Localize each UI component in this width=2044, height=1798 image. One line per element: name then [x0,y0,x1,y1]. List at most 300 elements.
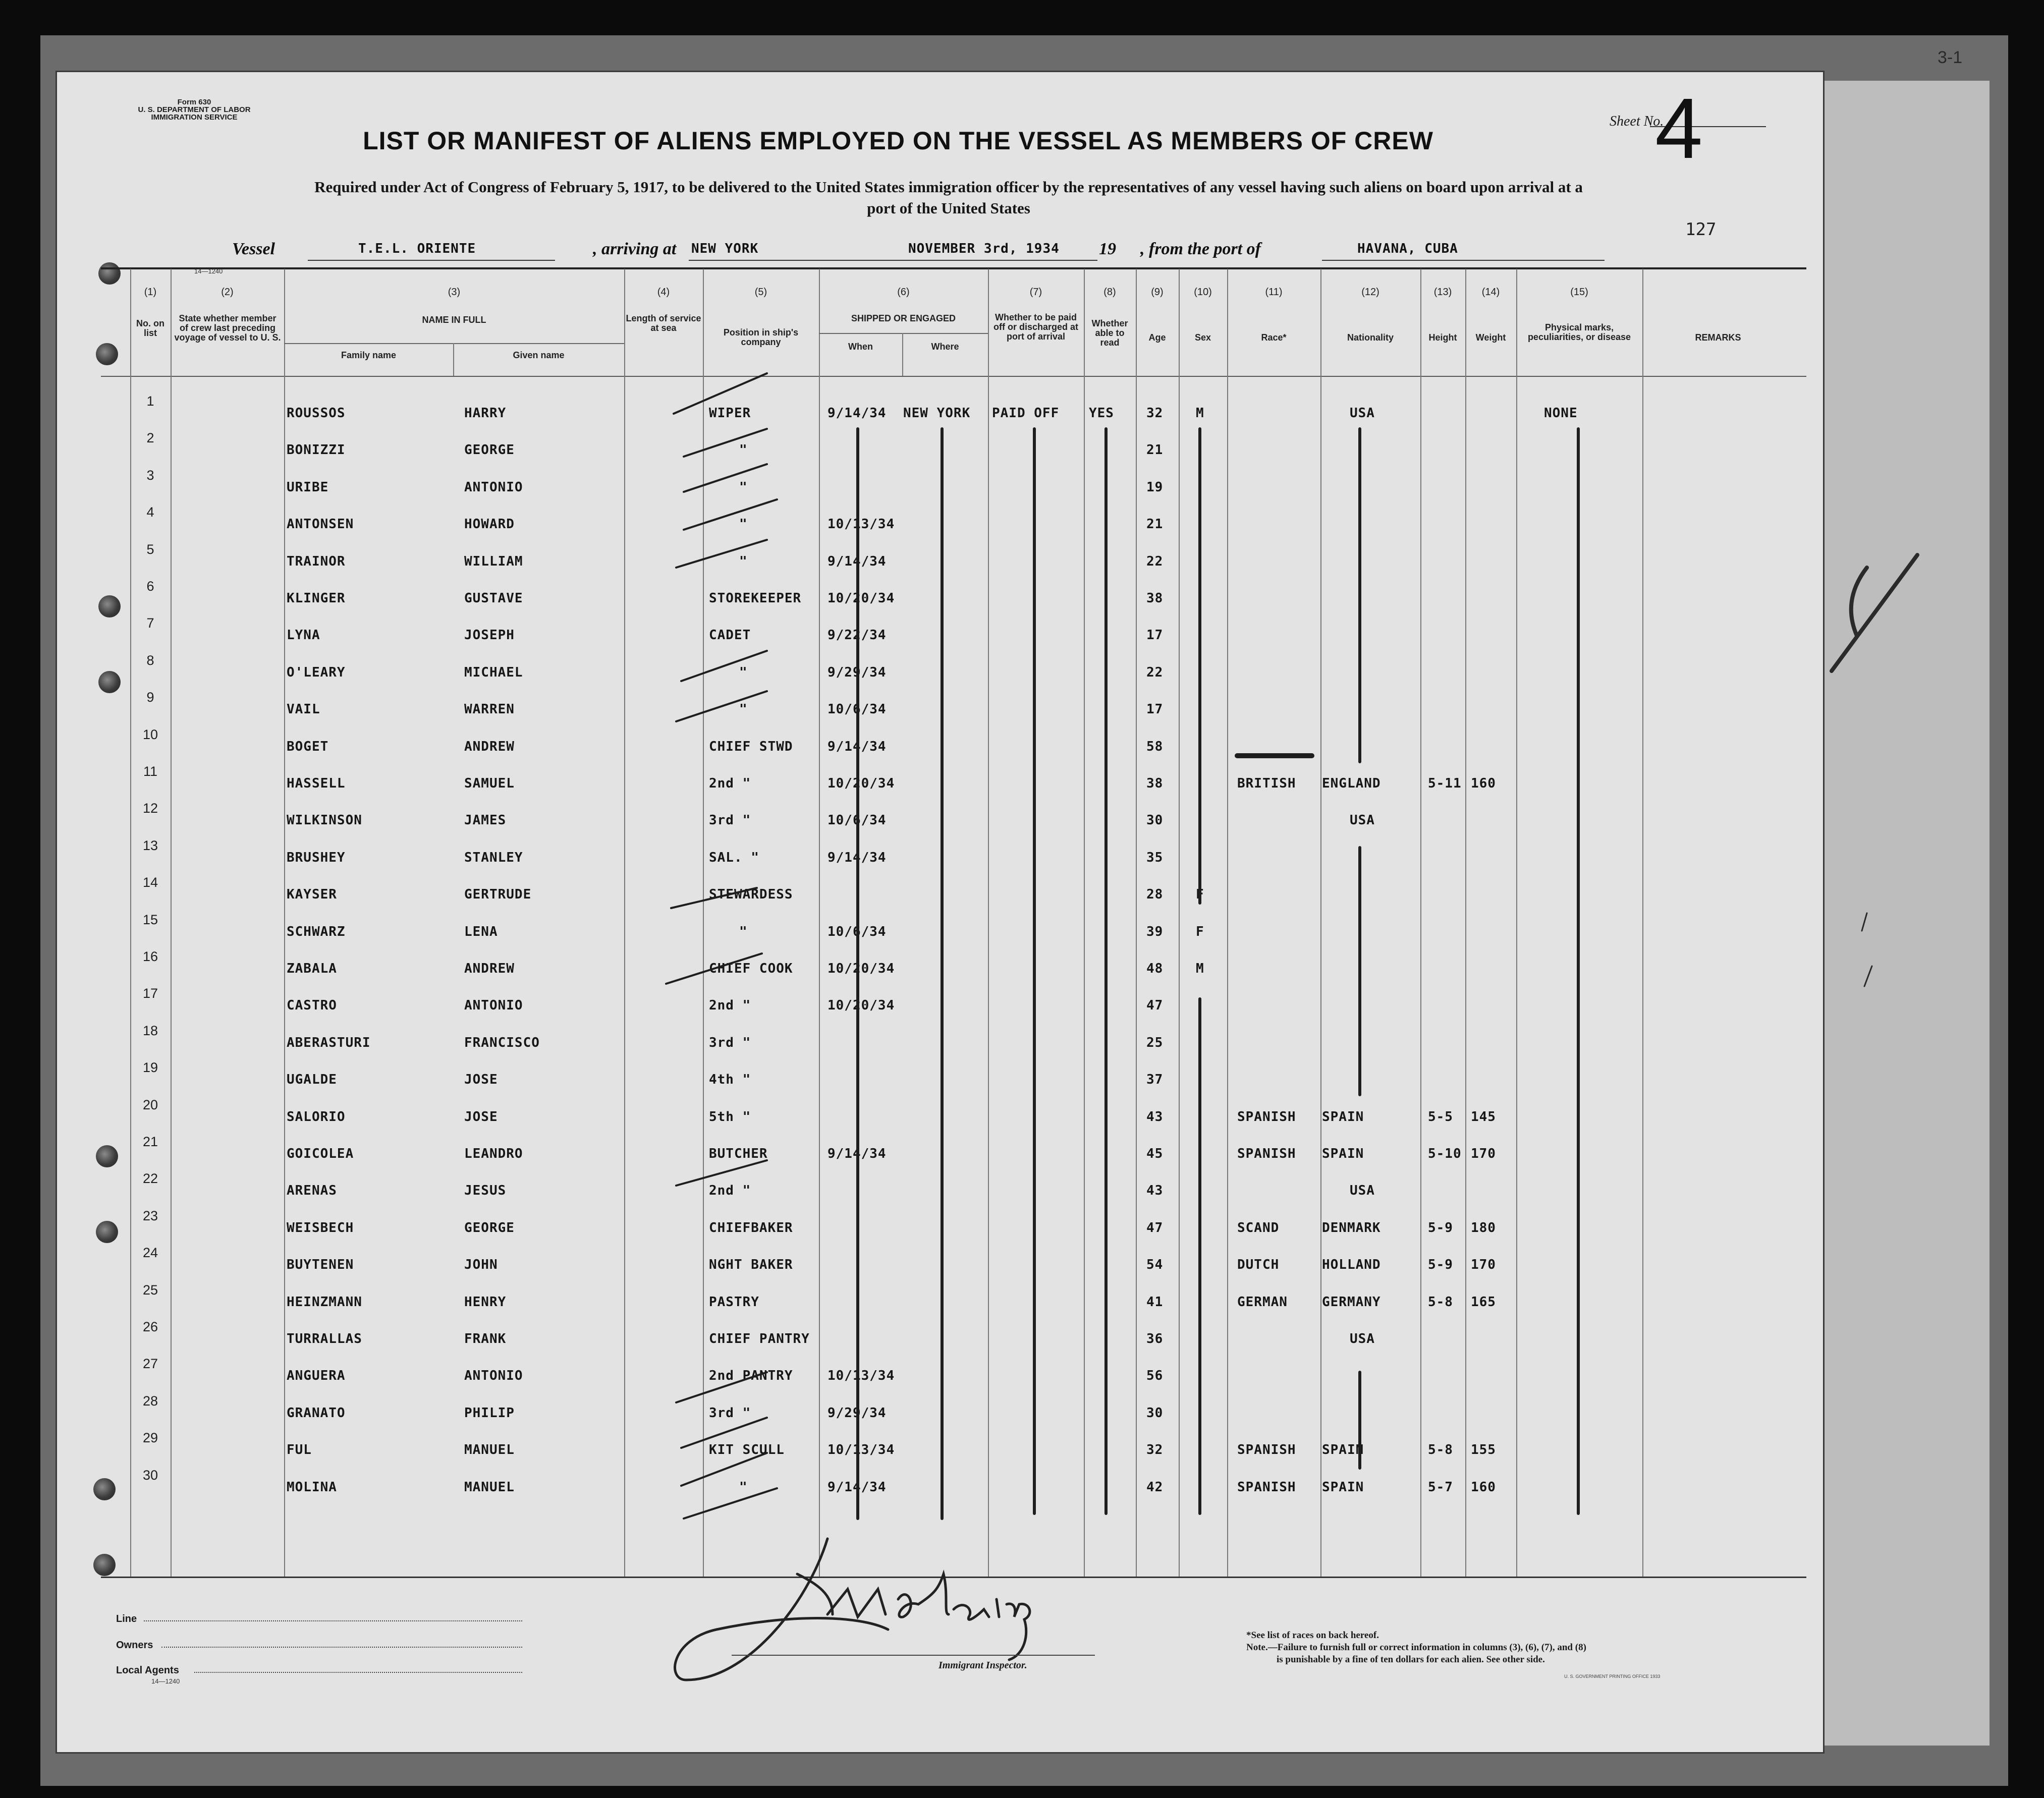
position-cell: 3rd " [709,813,751,828]
row-number: 14 [142,875,158,890]
small-reference: 14—1240 [194,267,223,275]
column-divider [1516,269,1517,1577]
family-name-cell: WEISBECH [287,1220,354,1235]
age-cell: 45 [1146,1146,1164,1161]
position-cell: BUTCHER [709,1146,768,1161]
nationality-cell: SPAIN [1322,1442,1364,1457]
column-subheader-given: Given name [513,350,565,360]
family-name-cell: BUYTENEN [287,1257,354,1272]
position-cell: CHIEFBAKER [709,1220,793,1235]
given-name-cell: ANTONIO [464,480,523,495]
row-number: 16 [142,949,158,964]
race-cell: SPANISH [1237,1480,1296,1495]
footer-line-label: Line [116,1613,137,1624]
position-cell: " [739,924,748,939]
position-cell: 2nd PANTRY [709,1368,793,1383]
weight-cell: 170 [1471,1146,1496,1161]
family-name-cell: SALORIO [287,1109,346,1125]
position-cell: " [739,702,748,717]
height-cell: 5-10 [1428,1146,1462,1161]
family-name-cell: KLINGER [287,591,346,606]
row-number: 30 [142,1468,158,1483]
position-cell: 5th " [709,1109,751,1125]
age-cell: 28 [1146,887,1164,902]
able-to-read-cell: YES [1089,406,1114,421]
given-name-cell: ANTONIO [464,1368,523,1383]
row-number: 9 [146,690,154,705]
age-cell: 21 [1146,442,1164,458]
nationality-cell: DENMARK [1322,1220,1381,1235]
family-name-cell: FUL [287,1442,312,1457]
given-name-cell: WILLIAM [464,554,523,569]
row-number: 22 [142,1171,158,1186]
position-cell: " [739,665,748,680]
height-cell: 5-9 [1428,1220,1453,1235]
family-name-cell: KAYSER [287,887,337,902]
nationality-cell: SPAIN [1322,1480,1364,1495]
family-name-cell: CASTRO [287,998,337,1013]
shipped-when-cell: 10/20/34 [827,998,895,1013]
age-cell: 21 [1146,517,1164,532]
age-cell: 32 [1146,1442,1164,1457]
column-number: (13) [1433,287,1452,298]
column-header-position: Position in ship's company [723,327,799,347]
shipped-when-cell: 10/6/34 [827,924,887,939]
given-name-cell: FRANCISCO [464,1035,540,1050]
row-number: 15 [142,912,158,927]
column-divider [130,269,131,1577]
column-divider [284,269,285,1577]
column-divider [1320,269,1321,1577]
age-cell: 35 [1146,850,1164,865]
column-number: (3) [448,287,461,298]
position-cell: 2nd " [709,1183,751,1198]
weight-cell: 145 [1471,1109,1496,1125]
age-cell: 30 [1146,813,1164,828]
family-name-cell: BOGET [287,739,329,754]
nationality-cell: USA [1350,813,1375,828]
given-name-cell: JAMES [464,813,507,828]
from-underline [1322,260,1605,261]
punch-hole [98,671,121,693]
given-name-cell: GEORGE [464,442,515,458]
column-subheader-when: When [848,342,873,352]
row-number: 24 [142,1245,158,1260]
given-name-cell: GERTRUDE [464,887,532,902]
nationality-cell: HOLLAND [1322,1257,1381,1272]
family-name-cell: URIBE [287,480,329,495]
shipped-subheader-rule [819,333,988,334]
position-cell: CHIEF PANTRY [709,1331,810,1346]
shipped-where-cell: NEW YORK [903,406,971,421]
row-number: 12 [142,801,158,816]
family-name-cell: BRUSHEY [287,850,346,865]
age-cell: 58 [1146,739,1164,754]
column-header-age: Age [1148,332,1166,343]
row-number: 20 [142,1097,158,1112]
position-cell: STOREKEEPER [709,591,802,606]
sheet-number-label: Sheet No. [1610,114,1664,129]
subtitle-line-2: port of the United States [867,199,1030,217]
column-divider [1420,269,1421,1577]
family-name-cell: UGALDE [287,1072,337,1087]
column-number: (6) [897,287,910,298]
weight-cell: 155 [1471,1442,1496,1457]
race-cell: DUTCH [1237,1257,1280,1272]
family-name-cell: SCHWARZ [287,924,346,939]
position-cell: " [739,554,748,569]
position-cell: 2nd " [709,776,751,791]
footnote-penalty-2: is punishable by a fine of ten dollars for each alien. See other side. [1277,1654,1545,1665]
position-cell: CHIEF COOK [709,961,793,976]
paid-off-cell: PAID OFF [992,406,1060,421]
footer-owners-field [161,1647,522,1648]
weight-cell: 160 [1471,776,1496,791]
given-name-cell: HOWARD [464,517,515,532]
shipped-when-cell: 9/29/34 [827,1406,887,1421]
given-name-cell: JOSE [464,1072,498,1087]
name-subheader-rule [284,343,624,344]
row-number: 11 [143,764,158,779]
position-cell: WIPER [709,406,751,421]
arriving-underline [689,260,931,261]
department-name: U. S. DEPARTMENT OF LABOR [138,105,251,114]
footer-owners-label: Owners [116,1640,153,1651]
nationality-cell: USA [1350,406,1375,421]
column-number: (14) [1481,287,1500,298]
punch-hole [96,343,118,365]
given-name-cell: SAMUEL [464,776,515,791]
row-number: 26 [142,1319,158,1334]
shipped-when-cell: 10/13/34 [827,517,895,532]
row-number: 21 [142,1134,158,1149]
footnote-races: *See list of races on back hereof. [1246,1630,1379,1641]
position-cell: SAL. " [709,850,759,865]
punch-hole [93,1554,116,1576]
row-number: 27 [142,1356,158,1371]
nationality-cell: ENGLAND [1322,776,1381,791]
family-name-cell: VAIL [287,702,320,717]
family-name-cell: BONIZZI [287,442,346,458]
punch-hole [98,262,121,285]
position-cell: STEWARDESS [709,887,793,902]
table-top-rule [101,267,1806,269]
column-header-previous-voyage: State whether member of crew last preceding voyage of vessel to U. S. [174,313,281,343]
shipped-when-cell: 10/20/34 [827,961,895,976]
family-name-cell: ROUSSOS [287,406,346,421]
given-name-cell: JOHN [464,1257,498,1272]
position-cell: " [739,1480,748,1495]
shipped-when-cell: 10/6/34 [827,702,887,717]
column-header-remarks: REMARKS [1695,332,1741,343]
column-number: (2) [221,287,234,298]
column-number: (8) [1103,287,1116,298]
row-number: 2 [146,430,154,445]
column-header-sex: Sex [1194,332,1211,343]
family-name-cell: O'LEARY [287,665,346,680]
age-cell: 54 [1146,1257,1164,1272]
column-number: (15) [1570,287,1588,298]
inspector-signature-line [732,1655,1095,1656]
shipped-when-cell: 10/6/34 [827,813,887,828]
page-title: LIST OR MANIFEST OF ALIENS EMPLOYED ON THE VESSEL AS MEMBERS OF CREW [363,127,1433,155]
weight-cell: 170 [1471,1257,1496,1272]
weight-cell: 180 [1471,1220,1496,1235]
row-number: 18 [142,1023,158,1038]
family-name-cell: TRAINOR [287,554,346,569]
given-name-cell: HENRY [464,1295,507,1310]
arrival-date: NOVEMBER 3rd, 1934 [908,241,1060,256]
nationality-cell: USA [1350,1183,1375,1198]
position-cell: " [739,480,748,495]
column-header-able-to-read: Whether able to read [1091,318,1128,348]
year-label: 19 [1099,240,1116,258]
column-header-shipped: SHIPPED OR ENGAGED [851,313,956,323]
age-cell: 30 [1146,1406,1164,1421]
race-cell: BRITISH [1237,776,1296,791]
column-number: (5) [754,287,767,298]
shipped-when-cell: 10/20/34 [827,591,895,606]
shipped-when-cell: 9/29/34 [827,665,887,680]
age-cell: 47 [1146,1220,1164,1235]
given-name-cell: MANUEL [464,1480,515,1495]
given-name-cell: GEORGE [464,1220,515,1235]
given-name-cell: MANUEL [464,1442,515,1457]
row-number: 25 [142,1282,158,1298]
header-bottom-rule [101,376,1806,377]
age-cell: 47 [1146,998,1164,1013]
given-name-cell: JOSE [464,1109,498,1125]
weight-cell: 160 [1471,1480,1496,1495]
age-cell: 43 [1146,1109,1164,1125]
given-name-cell: WARREN [464,702,515,717]
height-cell: 5-11 [1428,776,1462,791]
row-number: 28 [142,1393,158,1409]
footer-line-field [144,1620,522,1621]
column-divider [1227,269,1228,1577]
footnote [1246,1630,1751,1666]
age-cell: 43 [1146,1183,1164,1198]
race-cell: SPANISH [1237,1146,1296,1161]
age-cell: 17 [1146,628,1164,643]
printer-imprint: U. S. GOVERNMENT PRINTING OFFICE 1933 [1564,1674,1661,1679]
column-header-paid-off: Whether to be paid off or discharged at port of arrival [993,312,1079,342]
family-name-cell: LYNA [287,628,320,643]
position-cell: 3rd " [709,1035,751,1050]
shipped-when-cell: 9/14/34 [827,554,887,569]
nationality-cell: USA [1350,1331,1375,1346]
position-cell: " [739,517,748,532]
row-number: 10 [142,727,158,742]
arriving-label: , arriving at [593,240,677,258]
row-number: 17 [142,986,158,1001]
position-cell: " [739,442,748,458]
shipped-when-cell: 10/13/34 [827,1442,895,1457]
age-cell: 42 [1146,1480,1164,1495]
height-cell: 5-8 [1428,1442,1453,1457]
family-name-cell: ANGUERA [287,1368,346,1383]
family-name-cell: ABERASTURI [287,1035,371,1050]
given-name-cell: FRANK [464,1331,507,1346]
given-name-cell: MICHAEL [464,665,523,680]
row-number: 8 [146,653,154,668]
height-cell: 5-9 [1428,1257,1453,1272]
column-header-height: Height [1428,332,1457,343]
position-cell: 4th " [709,1072,751,1087]
punch-hole [96,1221,118,1243]
shipped-subdivider [902,333,903,376]
column-number: (1) [144,287,157,298]
from-label: , from the port of [1140,240,1261,258]
position-cell: 2nd " [709,998,751,1013]
shipped-when-cell: 9/14/34 [827,1146,887,1161]
race-cell: SPANISH [1237,1442,1296,1457]
column-header-weight: Weight [1475,332,1506,343]
column-divider [1642,269,1643,1577]
physical-marks-cell: NONE [1544,406,1578,421]
row-number: 23 [142,1208,158,1223]
subtitle-line-1: Required under Act of Congress of February 5, 1917, to be delivered to the United States immigration officer by the representatives of any vessel having such aliens on board upon arrival at a [314,178,1583,196]
age-cell: 41 [1146,1295,1164,1310]
column-number: (9) [1151,287,1164,298]
nationality-cell: GERMANY [1322,1295,1381,1310]
vessel-name: T.E.L. ORIENTE [358,241,476,256]
date-underline [898,260,1097,261]
row-number: 4 [146,504,154,520]
family-name-cell: ANTONSEN [287,517,354,532]
age-cell: 25 [1146,1035,1164,1050]
height-cell: 5-8 [1428,1295,1453,1310]
given-name-cell: GUSTAVE [464,591,523,606]
height-cell: 5-7 [1428,1480,1453,1495]
sex-cell: M [1196,406,1204,421]
punch-hole [93,1478,116,1500]
arriving-port: NEW YORK [691,241,759,256]
given-name-cell: JESUS [464,1183,507,1198]
row-number: 5 [146,542,154,557]
column-header-physical-marks: Physical marks, peculiarities, or disease [1527,322,1631,342]
position-cell: CADET [709,628,751,643]
row-number: 1 [146,394,154,409]
row-number: 13 [142,838,158,853]
age-cell: 38 [1146,591,1164,606]
column-number: (11) [1265,287,1283,298]
column-header-no: No. on list [136,318,164,338]
family-name-cell: WILKINSON [287,813,362,828]
corner-number: 3-1 [1938,48,1963,67]
form-identifier [134,98,255,121]
vessel-underline [308,260,555,261]
punch-hole [98,595,121,617]
sex-cell: F [1196,887,1204,902]
given-name-cell: ANDREW [464,739,515,754]
given-name-cell: STANLEY [464,850,523,865]
shipped-when-cell: 9/14/34 [827,406,887,421]
family-name-cell: ARENAS [287,1183,337,1198]
column-divider [703,269,704,1577]
column-divider [624,269,625,1577]
reference-number: 127 [1685,219,1717,240]
age-cell: 22 [1146,665,1164,680]
age-cell: 38 [1146,776,1164,791]
from-port: HAVANA, CUBA [1357,241,1458,256]
family-name-cell: GOICOLEA [287,1146,354,1161]
age-cell: 36 [1146,1331,1164,1346]
column-divider [819,269,820,1577]
age-cell: 48 [1146,961,1164,976]
column-number: (7) [1029,287,1042,298]
column-subheader-family: Family name [341,350,397,360]
sheet-number: 4 [1655,81,1703,177]
weight-cell: 165 [1471,1295,1496,1310]
column-number: (12) [1361,287,1379,298]
row-number: 6 [146,579,154,594]
sex-cell: F [1196,924,1204,939]
given-name-cell: JOSEPH [464,628,515,643]
position-cell: KIT SCULL [709,1442,785,1457]
position-cell: 3rd " [709,1406,751,1421]
column-header-name: NAME IN FULL [422,315,486,325]
row-number: 7 [146,615,154,631]
shipped-when-cell: 9/14/34 [827,850,887,865]
row-number: 29 [142,1430,158,1445]
shipped-when-cell: 9/14/34 [827,1480,887,1495]
footer-agents-ref: 14—1240 [151,1677,180,1685]
column-number: (10) [1194,287,1212,298]
column-subheader-where: Where [931,342,959,352]
nationality-cell: SPAIN [1322,1146,1364,1161]
footer-agents-label: Local Agents [116,1665,179,1676]
column-divider [171,269,172,1577]
column-divider [1084,269,1085,1577]
column-header-nationality: Nationality [1347,332,1394,343]
column-divider [1179,269,1180,1577]
column-header-race: Race* [1261,332,1287,343]
family-name-cell: MOLINA [287,1480,337,1495]
table-bottom-rule [101,1577,1806,1578]
footnote-penalty-1: Note.—Failure to furnish full or correct information in columns (3), (6), (7), and (8) [1246,1642,1586,1653]
nationality-cell: SPAIN [1322,1109,1364,1125]
position-cell: CHIEF STWD [709,739,793,754]
family-name-cell: HEINZMANN [287,1295,362,1310]
given-name-cell: LEANDRO [464,1146,523,1161]
column-divider [1465,269,1466,1577]
age-cell: 56 [1146,1368,1164,1383]
column-number: (4) [657,287,670,298]
vessel-label: Vessel [232,240,275,258]
form-number: Form 630 [177,98,211,106]
inspector-label: Immigrant Inspector. [938,1660,1027,1671]
given-name-cell: HARRY [464,406,507,421]
height-cell: 5-5 [1428,1109,1453,1125]
position-cell: PASTRY [709,1295,759,1310]
family-name-cell: HASSELL [287,776,346,791]
race-cell: GERMAN [1237,1295,1288,1310]
age-cell: 22 [1146,554,1164,569]
column-header-length-of-service: Length of service at sea [626,313,701,333]
given-name-cell: ANTONIO [464,998,523,1013]
column-divider [1136,269,1137,1577]
family-name-cell: ZABALA [287,961,337,976]
shipped-when-cell: 9/22/34 [827,628,887,643]
age-cell: 39 [1146,924,1164,939]
given-name-cell: PHILIP [464,1406,515,1421]
race-cell: SPANISH [1237,1109,1296,1125]
given-name-cell: ANDREW [464,961,515,976]
column-divider [988,269,989,1577]
age-cell: 37 [1146,1072,1164,1087]
row-number: 19 [142,1060,158,1075]
